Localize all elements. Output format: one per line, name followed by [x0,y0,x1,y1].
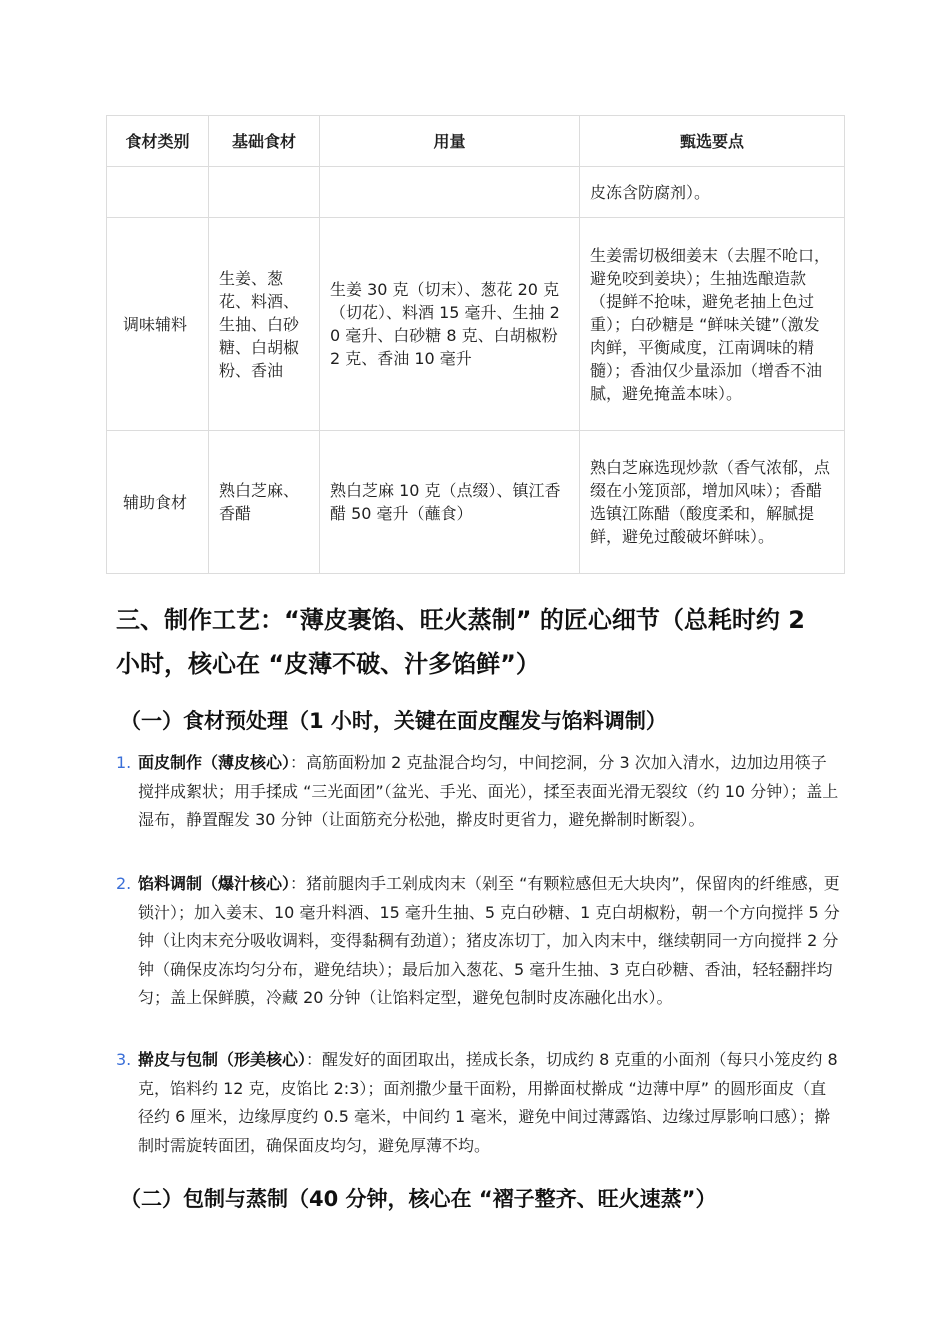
header-amount: 用量 [320,116,580,167]
table-row [107,431,845,574]
cell-amount: 熟白芝麻 10 克（点缀）、镇江香醋 50 毫升（蘸食） [320,431,580,574]
list-item [116,1046,840,1160]
section-heading: 三、制作工艺：“薄皮裹馅、旺火蒸制” 的匠心细节（总耗时约 2 小时，核心在 “皮薄不破、汁多馅鲜”） [116,606,805,678]
table-header-row [107,116,845,167]
cell-category: 调味辅料 [107,218,209,431]
subsection-heading-steaming: （二）包制与蒸制（40 分钟，核心在 “褶子整齐、旺火速蒸”） [120,1187,717,1211]
step-text: ：高筋面粉加 2 克盐混合均匀，中间挖洞，分 3 次加入清水，边加边用筷子搅拌成絮状；用手揉成 “三光面团”（盆光、手光、面光），揉至表面光滑无裂纹（约 10 分钟）；盖上湿布，静置醒发 30 分钟（让面筋充分松弛，擀皮时更省力，避免擀制时断裂）。 [138,753,839,829]
cell-ingredient: 熟白芝麻、香醋 [209,431,320,574]
cell-ingredient: 生姜、葱花、料酒、生抽、白砂糖、白胡椒粉、香油 [209,218,320,431]
cell-tips: 熟白芝麻选现炒款（香气浓郁，点缀在小笼顶部，增加风味）；香醋选镇江陈醋（酸度柔和，解腻提鲜，避免过酸破坏鲜味）。 [580,431,845,574]
cell-amount [320,167,580,218]
header-tips: 甄选要点 [580,116,845,167]
step-lead: 馅料调制（爆汁核心） [138,874,291,893]
list-item [116,870,840,1013]
list-number: 1. [116,753,132,772]
subsection-heading-preprocessing: （一）食材预处理（1 小时，关键在面皮醒发与馅料调制） [120,709,667,733]
table-row [107,218,845,431]
cell-ingredient [209,167,320,218]
table-row [107,167,845,218]
cell-tips: 生姜需切极细姜末（去腥不呛口，避免咬到姜块）；生抽选酿造款（提鲜不抢味，避免老抽上色过重）；白砂糖是 “鲜味关键”（激发肉鲜，平衡咸度，江南调味的精髓）；香油仅少量添加（增香不油腻，避免掩盖本味）。 [580,218,845,431]
header-category: 食材类别 [107,116,209,167]
list-number: 3. [116,1050,132,1069]
step-lead: 擀皮与包制（形美核心） [138,1050,307,1069]
cell-tips: 皮冻含防腐剂）。 [580,167,845,218]
step-text: ：猪前腿肉手工剁成肉末（剁至 “有颗粒感但无大块肉”，保留肉的纤维感，更锁汁）；加入姜末、10 毫升料酒、15 毫升生抽、5 克白砂糖、1 克白胡椒粉，朝一个方向搅拌 5 分钟（让肉末充分吸收调料，变得黏稠有劲道）；猪皮冻切丁，加入肉末中，继续朝同一方向搅拌 2 分钟（确保皮冻均匀分布，避免结块）；最后加入葱花、5 毫升生抽、3 克白砂糖、香油，轻轻翻拌均匀；盖上保鲜膜，冷藏 20 分钟（让馅料定型，避免包制时皮冻融化出水）。 [138,874,840,1007]
step-text: ：醒发好的面团取出，搓成长条，切成约 8 克重的小面剂（每只小笼皮约 8 克，馅料约 12 克，皮馅比 2:3）；面剂撒少量干面粉，用擀面杖擀成 “边薄中厚” 的圆形面皮（直径约 6 厘米，边缘厚度约 0.5 毫米，中间约 1 毫米，避免中间过薄露馅、边缘过厚影响口感）；擀制时需旋转面团，确保面皮均匀，避免厚薄不均。 [138,1050,838,1155]
step-lead: 面皮制作（薄皮核心） [138,753,291,772]
cell-category: 辅助食材 [107,431,209,574]
header-ingredient: 基础食材 [209,116,320,167]
list-item [116,749,840,835]
list-number: 2. [116,874,132,893]
cell-amount: 生姜 30 克（切末）、葱花 20 克（切花）、料酒 15 毫升、生抽 20 毫升、白砂糖 8 克、白胡椒粉 2 克、香油 10 毫升 [320,218,580,431]
ingredients-table [106,115,845,574]
cell-category [107,167,209,218]
